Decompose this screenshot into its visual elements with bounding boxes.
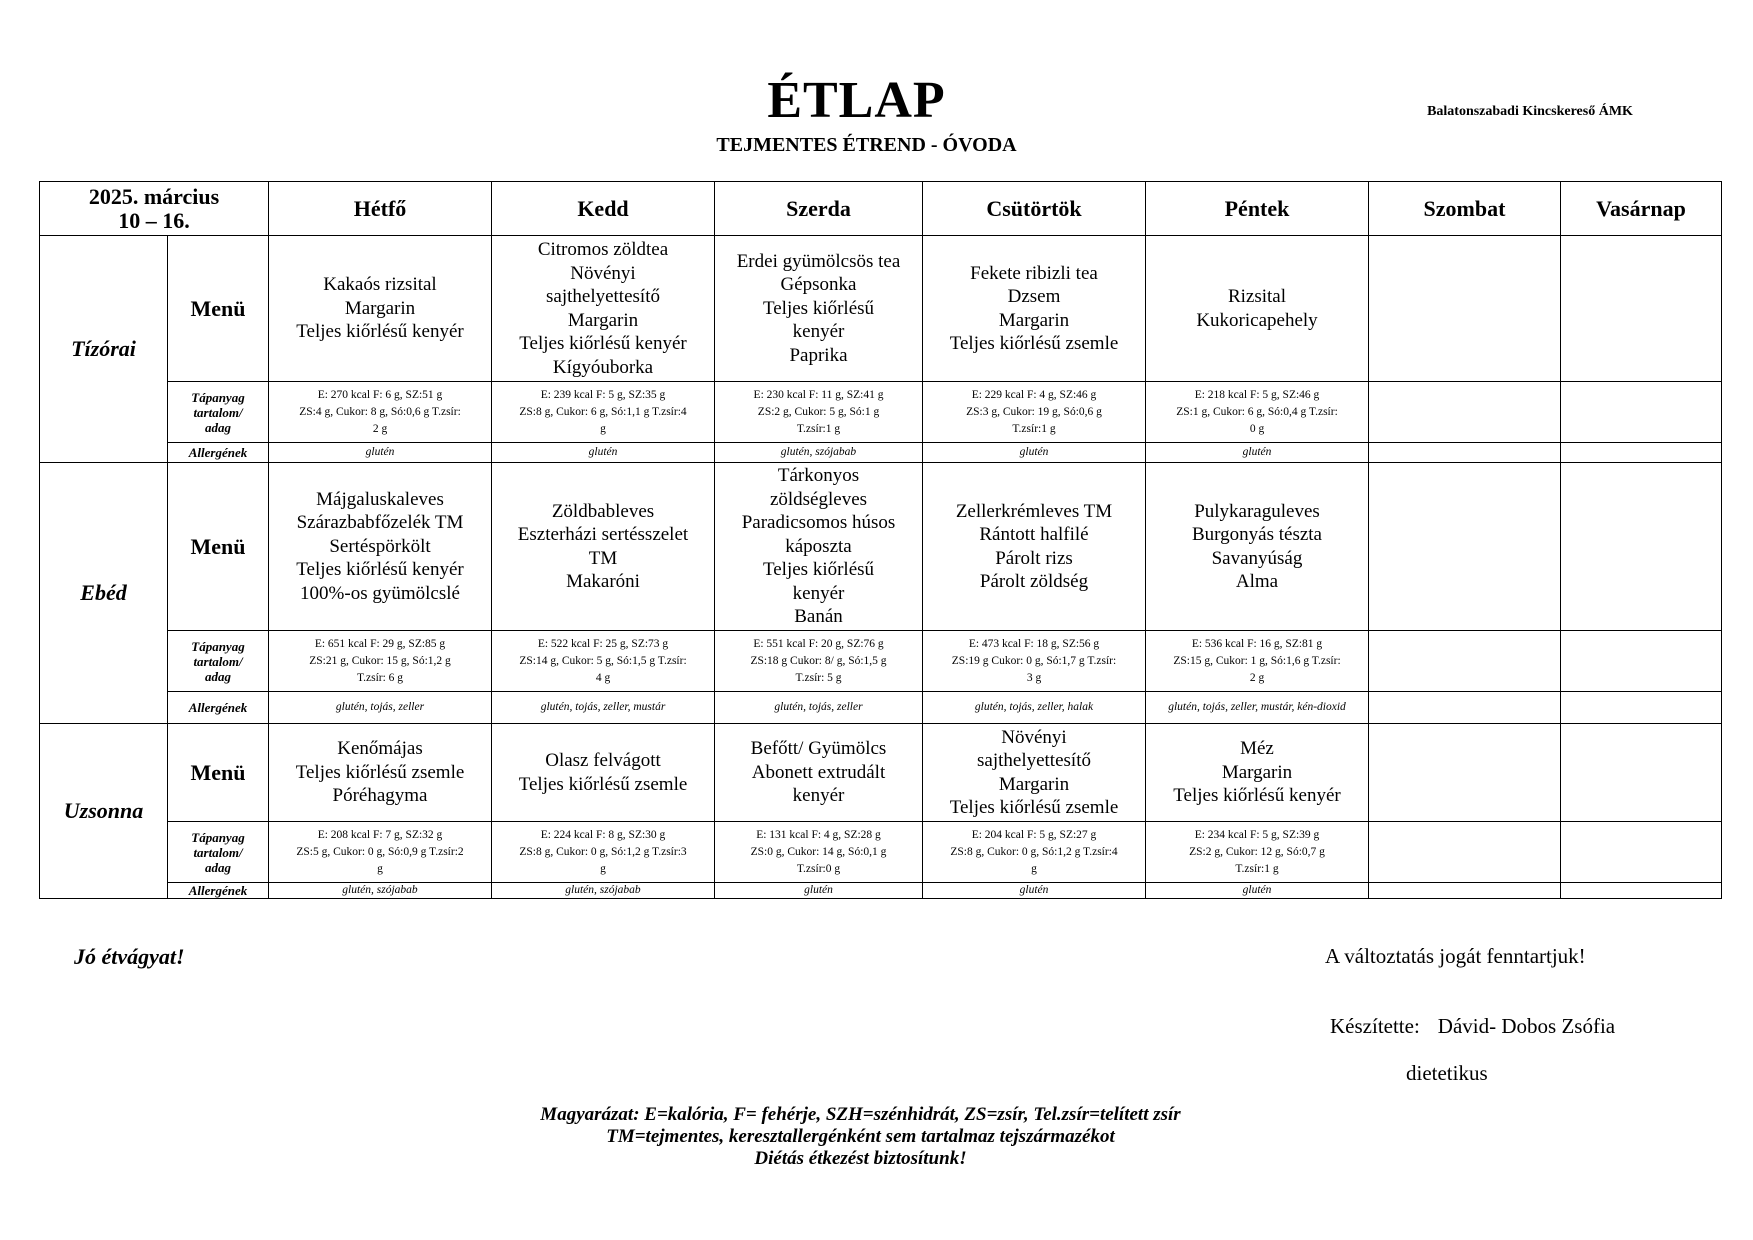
nutrition-label-line: tartalom/ — [193, 653, 243, 669]
nutrition-cell-tizorai-tuesday — [492, 382, 715, 443]
dish-item: Abonett extrudált — [751, 761, 886, 783]
date-days: 10 – 16. — [118, 207, 190, 233]
nutrition-value: ZS:21 g, Cukor: 15 g, Só:1,2 g — [309, 654, 451, 667]
dish-item: Pulykaraguleves — [1194, 500, 1320, 522]
dish-item: 100%-os gyümölcslé — [300, 582, 460, 604]
allergens-cell-tizorai-wednesday: glutén, szójabab — [715, 443, 923, 463]
dish-item: Burgonyás tészta — [1192, 524, 1322, 545]
dish-item: Margarin — [1221, 761, 1293, 783]
allergens-cell-tizorai-tuesday: glutén — [492, 443, 715, 463]
allergens-cell-ebed-friday: glutén, tojás, zeller, mustár, kén-dioxid — [1146, 692, 1369, 724]
nutrition-cell-uzsonna-wednesday — [715, 822, 923, 883]
dish-item: Méz — [1240, 738, 1274, 760]
dish-item: Fekete ribizli tea — [970, 262, 1098, 284]
nutrition-value: T.zsír:1 g — [1012, 422, 1056, 435]
menu-cell-uzsonna-thursday — [923, 724, 1146, 822]
menu-cell-tizorai-sunday — [1561, 236, 1722, 382]
allergens-cell-tizorai-friday: glutén — [1146, 443, 1369, 463]
dish-item: Teljes kiőrlésű zsemle — [295, 761, 465, 783]
dish-item: Margarin — [998, 309, 1070, 331]
nutrition-cell-ebed-wednesday — [715, 631, 923, 692]
nutrition-label-line: adag — [205, 668, 231, 684]
nutrition-value: g — [600, 422, 606, 435]
dish-item: TM — [588, 547, 618, 569]
legend-line: TM=tejmentes, keresztallergénként sem tartalmaz tejszármazékot — [606, 1126, 1115, 1147]
nutrition-value: ZS:1 g, Cukor: 6 g, Só:0,4 g T.zsír: — [1176, 405, 1338, 418]
allergens-row-label: Allergének — [168, 443, 269, 463]
dish-item: sajthelyettesítő — [977, 750, 1091, 771]
nutrition-value: ZS:3 g, Cukor: 19 g, Só:0,6 g — [966, 405, 1102, 418]
nutrition-value: ZS:0 g, Cukor: 14 g, Só:0,1 g — [750, 845, 887, 858]
menu-cell-tizorai-saturday — [1369, 236, 1561, 382]
allergens-cell-uzsonna-friday: glutén — [1146, 883, 1369, 899]
dish-item: Margarin — [998, 773, 1070, 795]
rights-reserved-note: A változtatás jogát fenntartjuk! — [1325, 944, 1586, 968]
nutrition-cell-tizorai-thursday — [923, 382, 1146, 443]
nutrition-value: ZS:5 g, Cukor: 0 g, Só:0,9 g T.zsír:2 — [296, 845, 464, 858]
nutrition-label-line: tartalom/ — [193, 844, 243, 860]
dish-item: Kígyóuborka — [552, 356, 654, 378]
nutrition-value: T.zsír: 5 g — [795, 671, 842, 684]
day-header-wednesday: Szerda — [715, 182, 923, 236]
nutrition-label-line: adag — [205, 419, 231, 435]
menu-cell-tizorai-wednesday — [715, 236, 923, 382]
nutrition-value: ZS:8 g, Cukor: 0 g, Só:1,2 g T.zsír:4 — [950, 845, 1118, 858]
dish-item: Alma — [1235, 571, 1279, 592]
allergens-cell-tizorai-saturday — [1369, 443, 1561, 463]
nutrition-value: ZS:4 g, Cukor: 8 g, Só:0,6 g T.zsír: — [299, 405, 461, 418]
dish-item: Paprika — [789, 344, 848, 366]
dish-item: Teljes kiőrlésű kenyér — [519, 333, 687, 354]
nutrition-cell-uzsonna-monday — [269, 822, 492, 883]
dish-item: Citromos zöldtea — [537, 239, 669, 260]
allergens-row-tizorai — [40, 443, 1722, 463]
menu-cell-ebed-monday — [269, 463, 492, 631]
menu-cell-ebed-wednesday — [715, 463, 923, 631]
nutrition-cell-ebed-thursday — [923, 631, 1146, 692]
allergens-cell-tizorai-monday: glutén — [269, 443, 492, 463]
date-month: 2025. március — [88, 183, 220, 209]
nutrition-cell-tizorai-saturday — [1369, 382, 1561, 443]
dish-item: Paradicsomos húsos — [741, 512, 896, 534]
nutrition-value: g — [377, 862, 383, 875]
menu-cell-ebed-sunday — [1561, 463, 1722, 631]
dish-item: Makaróni — [566, 571, 640, 592]
dish-item: Eszterházi sertésszelet — [517, 524, 689, 545]
nutrition-cell-tizorai-monday — [269, 382, 492, 443]
menu-row-label: Menü — [168, 724, 269, 822]
nutrition-value: g — [600, 862, 606, 875]
nutrition-value: E: 218 kcal F: 5 g, SZ:46 g — [1194, 388, 1320, 401]
menu-cell-tizorai-tuesday — [492, 236, 715, 382]
nutrition-label-line: tartalom/ — [193, 404, 243, 420]
nutrition-value: E: 230 kcal F: 11 g, SZ:41 g — [753, 388, 884, 401]
dish-item: káposzta — [785, 535, 852, 557]
menu-cell-tizorai-friday — [1146, 236, 1369, 382]
nutrition-label-line: adag — [205, 859, 231, 875]
dish-item: Sertéspörkölt — [329, 535, 431, 557]
nutrition-value: E: 229 kcal F: 4 g, SZ:46 g — [971, 388, 1097, 401]
institution-name: Balatonszabadi Kincskereső ÁMK — [1427, 104, 1633, 119]
dish-item: Banán — [794, 606, 843, 628]
nutrition-cell-ebed-tuesday — [492, 631, 715, 692]
nutrition-value: E: 522 kcal F: 25 g, SZ:73 g — [537, 637, 669, 650]
nutrition-value: ZS:14 g, Cukor: 5 g, Só:1,5 g T.zsír: — [519, 654, 687, 667]
appetite-wish: Jó étvágyat! — [74, 944, 185, 969]
dish-item: kenyér — [792, 321, 845, 343]
dish-item: Teljes kiőrlésű zsemle — [949, 333, 1119, 354]
nutrition-cell-uzsonna-saturday — [1369, 822, 1561, 883]
dish-item: Margarin — [567, 309, 639, 331]
dish-item: Savanyúság — [1211, 547, 1303, 569]
nutrition-value: ZS:2 g, Cukor: 12 g, Só:0,7 g — [1189, 845, 1325, 858]
nutrition-value: ZS:18 g Cukor: 8/ g, Só:1,5 g — [750, 654, 887, 667]
allergens-cell-ebed-monday: glutén, tojás, zeller — [269, 692, 492, 724]
allergens-cell-uzsonna-saturday — [1369, 883, 1561, 899]
dish-item: Teljes kiőrlésű — [762, 297, 875, 319]
dish-item: Erdei gyümölcsös tea — [736, 250, 901, 272]
allergens-cell-uzsonna-monday: glutén, szójabab — [269, 883, 492, 899]
nutrition-value: 4 g — [595, 671, 611, 684]
menu-row-uzsonna — [40, 724, 1722, 822]
menu-cell-uzsonna-wednesday — [715, 724, 923, 822]
day-header-thursday: Csütörtök — [923, 182, 1146, 236]
dish-item: Rántott halfilé — [979, 524, 1089, 545]
allergens-cell-uzsonna-sunday — [1561, 883, 1722, 899]
menu-cell-uzsonna-saturday — [1369, 724, 1561, 822]
dish-item: Teljes kiőrlésű zsemle — [518, 773, 688, 795]
nutrition-cell-ebed-friday — [1146, 631, 1369, 692]
allergens-cell-ebed-tuesday: glutén, tojás, zeller, mustár — [492, 692, 715, 724]
menu-cell-ebed-saturday — [1369, 463, 1561, 631]
allergens-cell-uzsonna-tuesday: glutén, szójabab — [492, 883, 715, 899]
allergens-cell-uzsonna-wednesday: glutén — [715, 883, 923, 899]
legend-line: Diétás étkezést biztosítunk! — [754, 1148, 967, 1169]
nutrition-cell-tizorai-wednesday — [715, 382, 923, 443]
dish-item: Olasz felvágott — [545, 750, 661, 771]
nutrition-value: ZS:2 g, Cukor: 5 g, Só:1 g — [757, 405, 880, 418]
nutrition-value: E: 224 kcal F: 8 g, SZ:30 g — [540, 828, 666, 841]
nutrition-value: E: 131 kcal F: 4 g, SZ:28 g — [756, 828, 881, 841]
nutrition-row-label — [168, 382, 269, 443]
meal-name-uzsonna: Uzsonna — [40, 724, 168, 899]
dish-item: Növényi — [570, 262, 636, 284]
day-header-tuesday: Kedd — [492, 182, 715, 236]
dish-item: zöldségleves — [769, 488, 868, 510]
nutrition-value: 3 g — [1026, 671, 1042, 684]
legend-block — [0, 1104, 1753, 1170]
meal-name-tizorai: Tízórai — [40, 236, 168, 463]
day-header-sunday: Vasárnap — [1561, 182, 1722, 236]
dish-item: Szárazbabfőzelék TM — [296, 512, 464, 534]
nutrition-row-tizorai — [40, 382, 1722, 443]
nutrition-cell-uzsonna-thursday — [923, 822, 1146, 883]
nutrition-row-uzsonna — [40, 822, 1722, 883]
dish-item: Rizsital — [1227, 286, 1287, 307]
dish-item: Dzsem — [1007, 286, 1061, 307]
nutrition-cell-uzsonna-friday — [1146, 822, 1369, 883]
dish-item: Májgaluskaleves — [316, 488, 444, 510]
author-label: Készítette: — [1330, 1014, 1420, 1038]
allergens-cell-ebed-wednesday: glutén, tojás, zeller — [715, 692, 923, 724]
menu-row-tizorai — [40, 236, 1722, 382]
menu-cell-ebed-thursday — [923, 463, 1146, 631]
nutrition-label-line: Tápanyag — [191, 829, 245, 845]
nutrition-cell-uzsonna-tuesday — [492, 822, 715, 883]
day-header-friday: Péntek — [1146, 182, 1369, 236]
dish-item: Teljes kiőrlésű kenyér — [1173, 785, 1341, 807]
nutrition-value: E: 204 kcal F: 5 g, SZ:27 g — [971, 828, 1097, 841]
allergens-cell-tizorai-sunday — [1561, 443, 1722, 463]
dish-item: Növényi — [1001, 726, 1067, 748]
nutrition-value: T.zsír:0 g — [796, 862, 841, 875]
nutrition-value: ZS:8 g, Cukor: 6 g, Só:1,1 g T.zsír:4 — [519, 405, 687, 418]
nutrition-label-line: Tápanyag — [191, 638, 245, 654]
allergens-cell-ebed-saturday — [1369, 692, 1561, 724]
menu-cell-tizorai-monday — [269, 236, 492, 382]
meal-name-ebed: Ebéd — [40, 463, 168, 724]
date-range-cell — [40, 182, 269, 236]
page-title: ÉTLAP — [767, 72, 946, 129]
menu-row-label: Menü — [168, 463, 269, 631]
allergens-row-uzsonna — [40, 883, 1722, 899]
nutrition-value: 2 g — [1249, 671, 1265, 684]
menu-cell-uzsonna-sunday — [1561, 724, 1722, 822]
dish-item: Póréhagyma — [332, 785, 428, 807]
dish-item: Zöldbableves — [551, 500, 655, 522]
allergens-cell-tizorai-thursday: glutén — [923, 443, 1146, 463]
nutrition-value: ZS:15 g, Cukor: 1 g, Só:1,6 g T.zsír: — [1173, 654, 1341, 667]
menu-table-body — [40, 236, 1722, 899]
nutrition-value: T.zsír: 6 g — [356, 671, 404, 684]
menu-row-ebed — [40, 463, 1722, 631]
dish-item: kenyér — [792, 582, 845, 604]
menu-cell-ebed-tuesday — [492, 463, 715, 631]
menu-cell-uzsonna-monday — [269, 724, 492, 822]
dish-item: Gépsonka — [780, 274, 857, 296]
header-row — [40, 182, 1722, 236]
dish-item: Teljes kiőrlésű kenyér — [296, 559, 464, 581]
dish-item: Párolt rizs — [995, 547, 1073, 569]
nutrition-row-label — [168, 822, 269, 883]
author-role: dietetikus — [1406, 1061, 1488, 1085]
dish-item: Kakaós rizsital — [323, 274, 437, 296]
nutrition-value: E: 551 kcal F: 20 g, SZ:76 g — [753, 637, 884, 650]
nutrition-label-line: Tápanyag — [191, 389, 245, 405]
dish-item: Kukoricapehely — [1196, 309, 1318, 331]
nutrition-cell-uzsonna-sunday — [1561, 822, 1722, 883]
nutrition-row-ebed — [40, 631, 1722, 692]
nutrition-value: ZS:8 g, Cukor: 0 g, Só:1,2 g T.zsír:3 — [519, 845, 687, 858]
dish-item: kenyér — [792, 785, 845, 807]
nutrition-value: ZS:19 g Cukor: 0 g, Só:1,7 g T.zsír: — [951, 654, 1117, 667]
dish-item: Kenőmájas — [337, 738, 423, 760]
menu-cell-tizorai-thursday — [923, 236, 1146, 382]
dish-item: Zellerkrémleves TM — [955, 500, 1113, 522]
day-header-saturday: Szombat — [1369, 182, 1561, 236]
nutrition-value: E: 651 kcal F: 29 g, SZ:85 g — [314, 637, 446, 650]
nutrition-value: T.zsír:1 g — [796, 422, 841, 435]
nutrition-cell-ebed-monday — [269, 631, 492, 692]
nutrition-value: T.zsír:1 g — [1235, 862, 1279, 875]
nutrition-value: E: 239 kcal F: 5 g, SZ:35 g — [540, 388, 666, 401]
author-line — [1330, 1014, 1615, 1039]
allergens-cell-ebed-sunday — [1561, 692, 1722, 724]
nutrition-value: E: 270 kcal F: 6 g, SZ:51 g — [317, 388, 443, 401]
dish-item: Tárkonyos — [777, 465, 860, 487]
nutrition-value: E: 208 kcal F: 7 g, SZ:32 g — [317, 828, 443, 841]
nutrition-value: E: 234 kcal F: 5 g, SZ:39 g — [1194, 828, 1320, 841]
dish-item: Befőtt/ Gyümölcs — [750, 738, 887, 760]
nutrition-value: 2 g — [372, 422, 388, 435]
nutrition-value: g — [1031, 862, 1037, 875]
nutrition-row-label — [168, 631, 269, 692]
nutrition-cell-tizorai-sunday — [1561, 382, 1722, 443]
dish-item: Párolt zöldség — [979, 571, 1089, 592]
allergens-row-label: Allergének — [168, 692, 269, 724]
day-header-monday: Hétfő — [269, 182, 492, 236]
allergens-cell-ebed-thursday: glutén, tojás, zeller, halak — [923, 692, 1146, 724]
nutrition-cell-ebed-saturday — [1369, 631, 1561, 692]
page-subtitle: TEJMENTES ÉTREND - ÓVODA — [716, 134, 1017, 156]
nutrition-value: E: 473 kcal F: 18 g, SZ:56 g — [968, 637, 1100, 650]
dish-item: Margarin — [344, 297, 416, 319]
author-name: Dávid- Dobos Zsófia — [1437, 1014, 1616, 1038]
menu-cell-uzsonna-tuesday — [492, 724, 715, 822]
menu-table — [39, 181, 1722, 899]
menu-cell-uzsonna-friday — [1146, 724, 1369, 822]
nutrition-value: 0 g — [1249, 422, 1265, 435]
dish-item: Teljes kiőrlésű kenyér — [296, 321, 464, 343]
nutrition-cell-tizorai-friday — [1146, 382, 1369, 443]
dish-item: Teljes kiőrlésű — [762, 559, 875, 581]
dish-item: sajthelyettesítő — [546, 286, 660, 307]
nutrition-value: E: 536 kcal F: 16 g, SZ:81 g — [1191, 637, 1323, 650]
allergens-row-ebed — [40, 692, 1722, 724]
menu-row-label: Menü — [168, 236, 269, 382]
menu-cell-ebed-friday — [1146, 463, 1369, 631]
dish-item: Teljes kiőrlésű zsemle — [949, 797, 1119, 818]
legend-line: Magyarázat: E=kalória, F= fehérje, SZH=szénhidrát, ZS=zsír, Tel.zsír=telített zsír — [540, 1104, 1181, 1125]
nutrition-cell-ebed-sunday — [1561, 631, 1722, 692]
allergens-row-label: Allergének — [168, 883, 269, 899]
allergens-cell-uzsonna-thursday: glutén — [923, 883, 1146, 899]
